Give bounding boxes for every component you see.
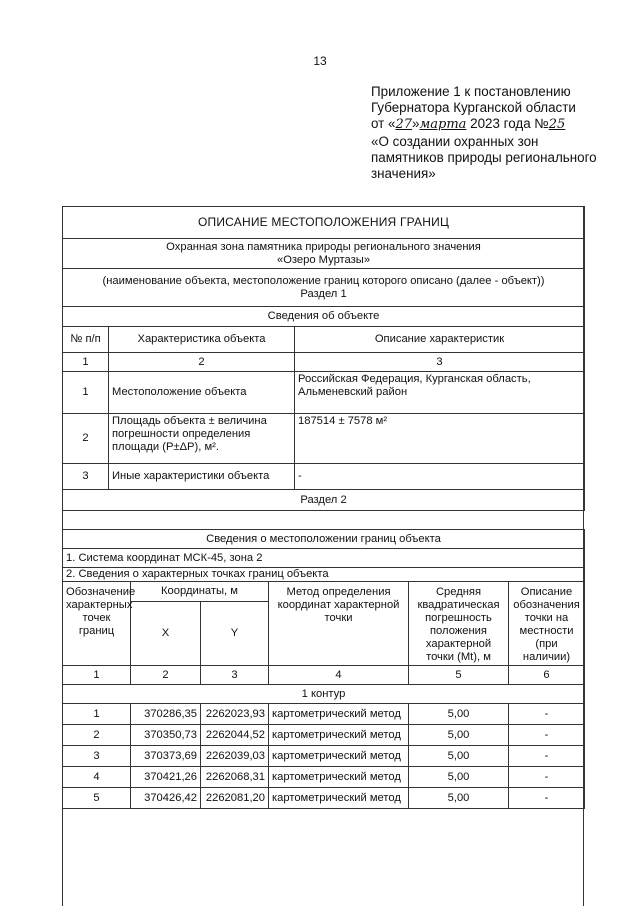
point-x: 370350,73 xyxy=(131,725,201,746)
row-characteristic: Иные характеристики объекта xyxy=(109,464,295,490)
point-x: 370421,26 xyxy=(131,767,201,788)
page-number: 13 xyxy=(313,54,327,68)
point-id: 2 xyxy=(63,725,131,746)
points-col-number-4: 4 xyxy=(269,666,409,685)
date-quote: » xyxy=(412,116,420,132)
object-name-line-2: «Озеро Муртазы» xyxy=(276,253,371,266)
point-id: 5 xyxy=(63,788,131,809)
point-x: 370373,69 xyxy=(131,746,201,767)
table-row xyxy=(63,767,585,788)
table-row xyxy=(63,704,585,725)
section1-table xyxy=(62,206,585,511)
point-y: 2262044,52 xyxy=(201,725,269,746)
row-characteristic: Площадь объекта ± величина погрешности определения площади (P±ΔP), м². xyxy=(109,414,295,464)
row-description: 187514 ± 7578 м² xyxy=(295,414,585,464)
points-heading: 2. Сведения о характерных точках границ объекта xyxy=(63,568,585,582)
row-description: - xyxy=(295,464,585,490)
document-title: ОПИСАНИЕ МЕСТОПОЛОЖЕНИЯ ГРАНИЦ xyxy=(63,207,585,239)
points-col-number-3: 3 xyxy=(201,666,269,685)
points-col-number-2: 2 xyxy=(131,666,201,685)
date-prefix: от « xyxy=(371,116,396,132)
point-x: 370426,42 xyxy=(131,788,201,809)
point-y: 2262068,31 xyxy=(201,767,269,788)
col-header-method: Метод определения координат характерной точки xyxy=(269,582,409,666)
row-description: Российская Федерация, Курганская область, Альменевский район xyxy=(295,372,585,414)
point-error: 5,00 xyxy=(409,788,509,809)
row-num: 1 xyxy=(63,372,109,414)
section2-header-table xyxy=(62,529,585,549)
point-id: 3 xyxy=(63,746,131,767)
coord-system-table xyxy=(62,548,585,568)
row-num: 2 xyxy=(63,414,109,464)
handwritten-number: 25 xyxy=(548,117,566,133)
table-row xyxy=(63,725,585,746)
point-y: 2262039,03 xyxy=(201,746,269,767)
points-col-number-5: 5 xyxy=(409,666,509,685)
table-row xyxy=(63,746,585,767)
point-id: 4 xyxy=(63,767,131,788)
point-desc: - xyxy=(509,704,585,725)
col-number-3: 3 xyxy=(295,353,585,372)
object-caption xyxy=(63,269,585,307)
row-characteristic: Местоположение объекта xyxy=(109,372,295,414)
points-col-number-1: 1 xyxy=(63,666,131,685)
point-y: 2262081,20 xyxy=(201,788,269,809)
section1-label: Раздел 1 xyxy=(300,287,347,300)
handwritten-day: 27 xyxy=(395,117,413,133)
point-id: 1 xyxy=(63,704,131,725)
object-name-line-1: Охранная зона памятника природы регионального значения xyxy=(166,240,481,253)
section2-title: Раздел 2 xyxy=(63,490,585,511)
col-header-desc: Описание обозначения точки на местности (при наличии) xyxy=(509,582,585,666)
col-header-description: Описание характеристик xyxy=(295,327,585,353)
point-desc: - xyxy=(509,725,585,746)
point-method: картометрический метод xyxy=(269,725,409,746)
table-row xyxy=(63,372,585,414)
appendix-line-2: Губернатора Курганской области xyxy=(371,100,576,116)
coord-system: 1. Система координат МСК-45, зона 2 xyxy=(63,549,585,568)
col-header-num: № п/п xyxy=(63,327,109,353)
appendix-line-6: значения» xyxy=(371,166,436,182)
appendix-line-1: Приложение 1 к постановлению xyxy=(371,84,571,99)
contour-label: 1 контур xyxy=(63,685,585,704)
point-error: 5,00 xyxy=(409,704,509,725)
point-desc: - xyxy=(509,767,585,788)
col-header-y: Y xyxy=(201,602,269,666)
table-row xyxy=(63,464,585,490)
point-y: 2262023,93 xyxy=(201,704,269,725)
point-method: картометрический метод xyxy=(269,746,409,767)
point-x: 370286,35 xyxy=(131,704,201,725)
point-error: 5,00 xyxy=(409,746,509,767)
appendix-block xyxy=(371,84,633,182)
row-num: 3 xyxy=(63,464,109,490)
point-desc: - xyxy=(509,788,585,809)
col-header-x: X xyxy=(131,602,201,666)
section1-title: Сведения об объекте xyxy=(63,307,585,327)
point-error: 5,00 xyxy=(409,725,509,746)
col-number-1: 1 xyxy=(63,353,109,372)
col-header-error: Средняя квадратическая погрешность положения характерной точки (Mt), м xyxy=(409,582,509,666)
appendix-line-4: «О создании охранных зон xyxy=(371,133,539,149)
appendix-line-3 xyxy=(371,116,633,133)
col-number-2: 2 xyxy=(109,353,295,372)
table-row xyxy=(63,788,585,809)
handwritten-month: марта xyxy=(419,117,467,133)
object-name xyxy=(63,239,585,269)
point-method: картометрический метод xyxy=(269,788,409,809)
point-method: картометрический метод xyxy=(269,767,409,788)
points-col-number-6: 6 xyxy=(509,666,585,685)
points-table xyxy=(62,567,585,809)
point-desc: - xyxy=(509,746,585,767)
table-row xyxy=(63,414,585,464)
appendix-line-5: памятников природы регионального xyxy=(371,149,597,165)
section2-subtitle: Сведения о местоположении границ объекта xyxy=(63,530,585,549)
col-header-characteristic: Характеристика объекта xyxy=(109,327,295,353)
object-caption-text: (наименование объекта, местоположение границ которого описано (далее - объект)) xyxy=(102,274,545,287)
date-year: 2023 года № xyxy=(466,116,549,132)
point-method: картометрический метод xyxy=(269,704,409,725)
col-header-coords: Координаты, м xyxy=(131,582,269,602)
point-error: 5,00 xyxy=(409,767,509,788)
col-header-point: Обозначение характерных точек границ xyxy=(63,582,131,666)
